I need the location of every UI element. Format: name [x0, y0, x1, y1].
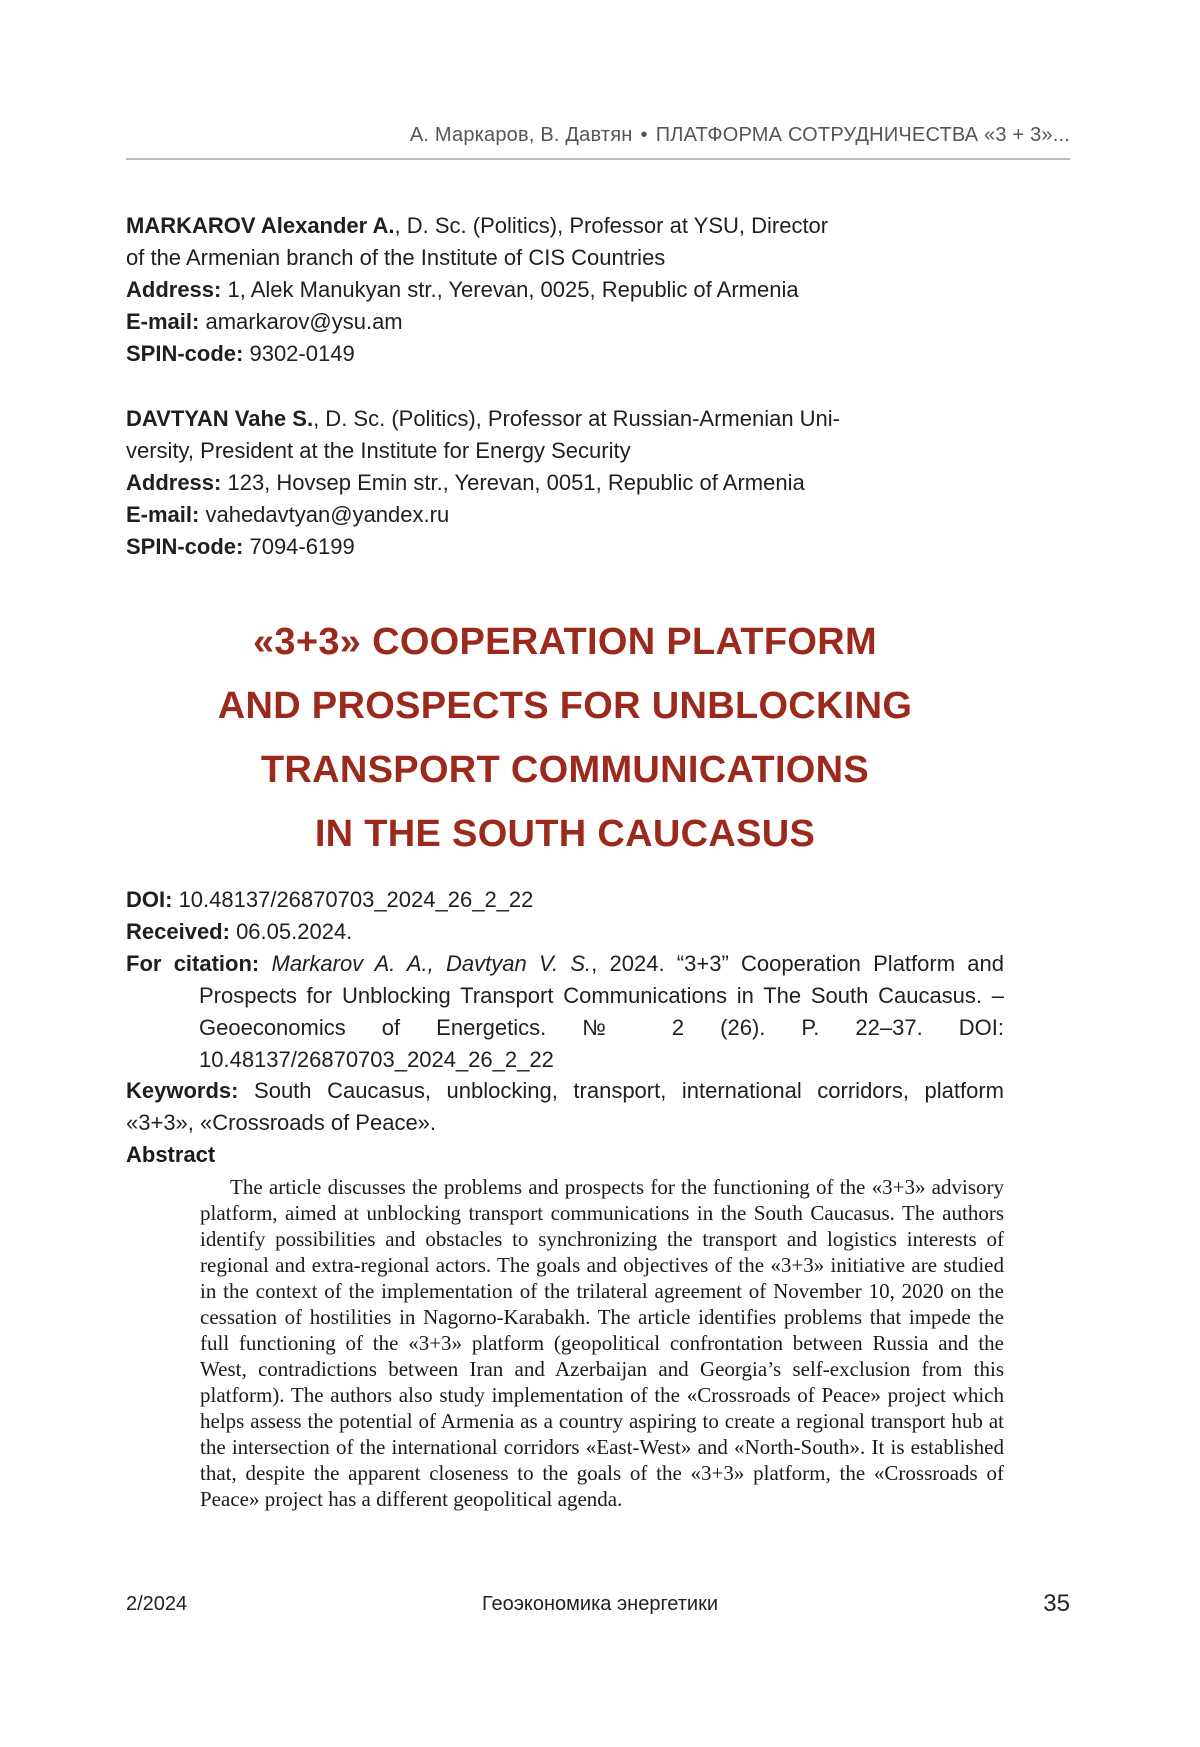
author-info-markarov	[126, 210, 866, 370]
footer-issue: 2/2024	[126, 1593, 188, 1615]
author-name: DAVTYAN Vahe S.	[126, 406, 314, 431]
author-spin-code: SPIN-code: 9302-0149	[126, 341, 355, 366]
article-title-line: AND PROSPECTS FOR UNBLOCKING	[217, 685, 913, 727]
author-affiliation: DAVTYAN Vahe S., D. Sc. (Politics), Professor at Russian-Armenian Uni-	[126, 406, 841, 431]
article-title	[126, 610, 1004, 866]
abstract-text: The article discusses the problems and prospects for the functioning of the «3+3» advisory platform, aimed at unblocking transport communications in the South Caucasus. The authors identify possibilities and obstacles to synchronizing the transport and logistics interests of regional and extra-regional actors. The goals and objectives of the «3+3» initiative are studied in the context of the implementation of the trilateral agreement of November 10, 2020 on the cessation of hostilities in Nagorno-Karabakh. The article identifies problems that impede the full functioning of the «3+3» platform (geopolitical confrontation between Russia and the West, contradictions between Iran and Azerbaijan and Georgia’s self-exclusion from this platform). The authors also study implementation of the «Crossroads of Peace» project which helps assess the potential of Armenia as a country aspiring to create a regional transport hub at the intersection of the international corridors «East-West» and «North-South». It is established that, despite the apparent closeness to the goals of the «3+3» platform, the «Crossroads of Peace» project has a different geopolitical agenda.	[200, 1175, 1004, 1511]
header-divider	[126, 158, 1070, 160]
article-title-line: TRANSPORT COMMUNICATIONS	[260, 749, 870, 791]
footer-journal-name: Геоэкономика энергетики	[481, 1593, 719, 1615]
received-date: 06.05.2024.	[229, 919, 353, 944]
running-head-separator: •	[640, 124, 648, 146]
author-name: MARKAROV Alexander A.	[126, 213, 395, 238]
citation-authors: Markarov A. A., Davtyan V. S.	[259, 951, 592, 976]
author-affiliation-cont: versity, President at the Institute for Energy Security	[126, 438, 631, 463]
article-title-line: «3+3» COOPERATION PLATFORM	[253, 621, 877, 663]
author-affiliation: MARKAROV Alexander A., D. Sc. (Politics), Professor at YSU, Director	[126, 213, 829, 238]
running-head	[126, 124, 1070, 147]
author-spin-code: SPIN-code: 7094-6199	[126, 534, 355, 559]
running-head-title: ПЛАТФОРМА СОТРУДНИЧЕСТВА «3 + 3»...	[655, 124, 1070, 146]
author-address: Address: 123, Hovsep Emin str., Yerevan, 0051, Republic of Armenia	[126, 470, 805, 495]
article-meta	[126, 884, 1004, 1076]
author-affiliation-cont: of the Armenian branch of the Institute of CIS Countries	[126, 245, 666, 270]
page-number: 35	[1043, 1590, 1070, 1617]
running-head-authors: А. Маркаров, В. Давтян	[409, 124, 633, 146]
author-info-davtyan	[126, 403, 866, 563]
author-email: E-mail: vahedavtyan@yandex.ru	[126, 502, 450, 527]
doi-value: 10.48137/26870703_2024_26_2_22	[172, 887, 534, 912]
article-title-line: IN THE SOUTH CAUCASUS	[314, 813, 816, 855]
citation: For citation: Markarov A. A., Davtyan V. S., 2024. “3+3” Cooperation Platform and Prospects for Unblocking Transport Communications in The South Caucasus. – Geoeconomics of Energetics. № 2 (26). P. 22–37. DOI: 10.48137/26870703_2024_26_2_22	[126, 951, 1004, 1072]
received-line: Received: 06.05.2024.	[126, 919, 353, 944]
keywords-text: South Caucasus, unblocking, transport, international corridors, platform «3+3», «Crossroads of Peace».	[126, 1078, 1004, 1135]
citation-text: , 2024. “3+3” Cooperation Platform and Prospects for Unblocking Transport Communications in The South Caucasus. – Geoeconomics of Energetics. № 2 (26). P. 22–37. DOI: 10.48137/26870703_2024_26_2_22	[199, 951, 1004, 1072]
keywords-label: Keywords:	[126, 1078, 239, 1103]
doi-line: DOI: 10.48137/26870703_2024_26_2_22	[126, 887, 534, 912]
keywords	[126, 1075, 1004, 1139]
abstract-heading: Abstract	[126, 1142, 216, 1167]
author-email: E-mail: amarkarov@ysu.am	[126, 309, 403, 334]
author-address: Address: 1, Alek Manukyan str., Yerevan, 0025, Republic of Armenia	[126, 277, 799, 302]
